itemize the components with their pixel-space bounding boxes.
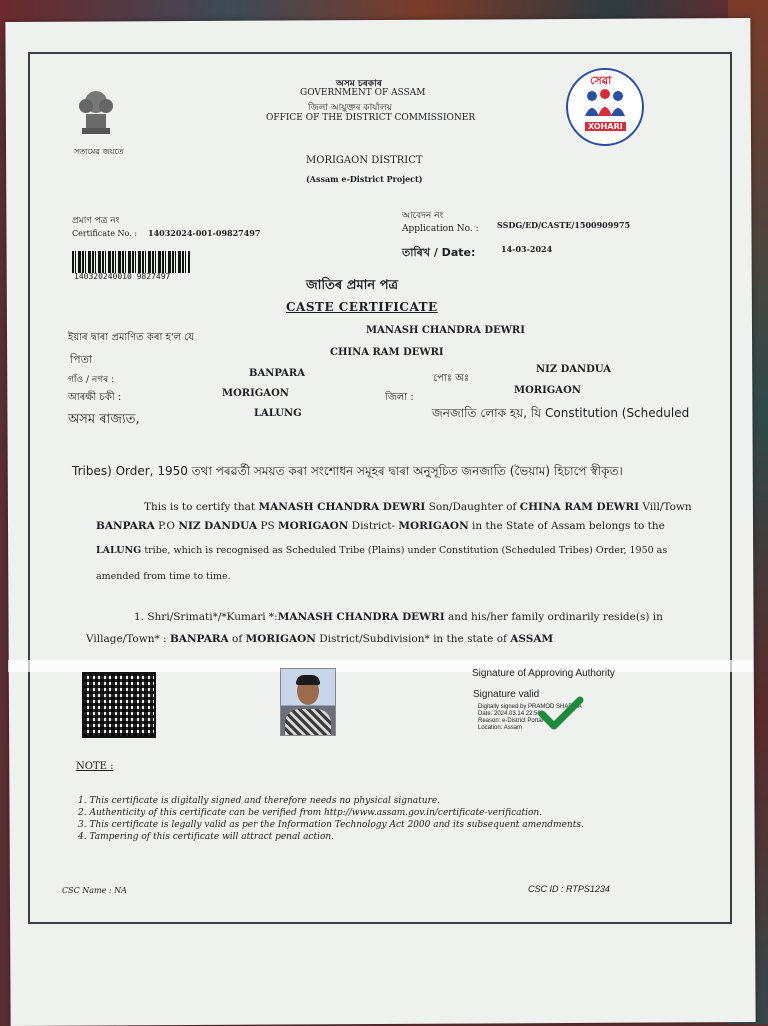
barcode (72, 251, 190, 273)
english-line-3 (96, 538, 667, 563)
tribe-value: LALUNG (254, 408, 302, 419)
govt-title-bn: অসম চৰকাৰ (336, 79, 382, 89)
emblem-caption: সত্যমেৱ জয়তে (74, 147, 124, 156)
district-inline: MORIGAON (398, 520, 469, 532)
sig-line: Digitally signed by PRAMOD SHARMA (478, 704, 582, 710)
district-inline: MORIGAON (245, 633, 316, 645)
xohari-logo (566, 68, 644, 146)
text: PS (257, 520, 279, 532)
signature-title: Signature of Approving Authority (472, 668, 615, 679)
ps-value: MORIGAON (222, 388, 289, 399)
note-item-1: 1. This certificate is digitally signed and therefore needs no physical signature. (78, 796, 441, 806)
logo-text: XOHARI (585, 122, 626, 131)
tribe-inline: LALUNG (96, 545, 142, 556)
qr-code (82, 672, 156, 738)
sig-line: Reason: e-District Portal (478, 718, 544, 724)
holder-name-inline: MANASH CHANDRA DEWRI (258, 501, 426, 513)
cert-no-value: 14032024-001-09827497 (148, 228, 261, 238)
english-line-4: amended from time to time. (96, 571, 231, 582)
english-line-2 (96, 514, 665, 539)
certificate-title: CASTE CERTIFICATE (286, 300, 438, 314)
text: of (228, 633, 246, 645)
note-item-2: 2. Authenticity of this certificate can be verified from http://www.assam.gov.in/certificate-verification. (78, 808, 543, 818)
holder-name: MANASH CHANDRA DEWRI (366, 325, 525, 336)
csc-name: CSC Name : NA (62, 886, 127, 895)
text: Son/Daughter of (425, 501, 520, 513)
dist-value: MORIGAON (514, 385, 581, 396)
village-inline: BANPARA (96, 520, 155, 532)
note-item-4: 4. Tampering of this certificate will attract penal action. (78, 832, 335, 842)
father-label-bn: পিতা (70, 353, 93, 366)
village-inline: BANPARA (169, 633, 229, 645)
photo-body (285, 709, 331, 736)
cert-no-label-bn: প্ৰমাণ পত্ৰ নং (72, 216, 120, 226)
checkmark-icon (538, 696, 584, 732)
po-inline: NIZ DANDUA (178, 520, 258, 532)
text: 1. Shri/Srimati*/*Kumari *: (134, 611, 278, 623)
certify-text-bn: ইয়াৰ দ্বাৰা প্ৰমাণিত কৰা হ'ল যে (68, 332, 195, 343)
app-no-label: Application No. : (402, 224, 479, 234)
father-name: CHINA RAM DEWRI (330, 347, 444, 358)
order-line: Tribes) Order, 1950 তথা পৰৱৰ্তী সময়ত কৰা সংশোধন সমূহৰ দ্বাৰা অনুসূচিত জনজাতি (ভৈয়াম) হিচাপে স্বীকৃত। (72, 464, 623, 478)
state-text-bn: অসম ৰাজ্যত, (68, 412, 140, 427)
text: District- (348, 520, 399, 532)
ashoka-emblem-icon (72, 84, 120, 146)
po-value: NIZ DANDUA (536, 364, 612, 375)
csc-id: CSC ID : RTPS1234 (528, 884, 610, 894)
barcode-number: 140320240010 9827497 (74, 272, 171, 281)
certificate-title-bn: জাতিৰ প্ৰমান পত্ৰ (306, 278, 399, 293)
text: Village/Town* : (86, 633, 170, 645)
app-no-value: SSDG/ED/CASTE/1500909975 (497, 220, 631, 230)
state-inline: ASSAM (510, 633, 554, 645)
office-title-bn: জিলা আয়ুক্তৰ কাৰ্যালয় (308, 103, 392, 113)
glare-strip (8, 660, 753, 672)
date-label: তাৰিখ / Date: (402, 246, 476, 259)
recognised-text-bn: জনজাতি লোক হয়, যি Constitution (Scheduled (432, 406, 690, 420)
office-title: OFFICE OF THE DISTRICT COMMISSIONER (266, 113, 476, 123)
app-no-label-bn: আবেদন নং (402, 211, 444, 221)
residence-line-2 (86, 627, 553, 652)
village-label-bn: গাঁও / নগৰ : (68, 375, 115, 385)
ps-label-bn: আৰক্ষী চকী : (68, 392, 122, 403)
father-name-inline: CHINA RAM DEWRI (519, 501, 640, 513)
holder-photo (280, 668, 336, 736)
village-value: BANPARA (249, 368, 305, 379)
text: in the State of Assam belongs to the (468, 520, 665, 532)
text: District/Subdivision* in the state of (315, 633, 511, 645)
ps-inline: MORIGAON (278, 520, 349, 532)
note-heading: NOTE : (76, 761, 114, 772)
dist-label-bn: জিলা : (385, 392, 414, 403)
sig-line: Date: 2024.03.14 22:56 (478, 711, 541, 717)
text: tribe, which is recognised as Scheduled Tribe (Plains) under Constitution (Scheduled Tribes) Order, 1950 as (141, 545, 668, 556)
text: and his/her family ordinarily reside(s) in (444, 611, 663, 623)
sig-line: Location: Assam (478, 725, 523, 731)
text: Vill/Town (639, 501, 692, 513)
date-value: 14-03-2024 (501, 244, 553, 254)
text: P.O (154, 520, 179, 532)
text: This is to certify that (144, 501, 259, 513)
po-label-bn: পোঃ অঃ (433, 373, 470, 384)
holder-name-inline: MANASH CHANDRA DEWRI (277, 611, 445, 623)
photo-hair (296, 675, 320, 685)
note-item-3: 3. This certificate is legally valid as per the Information Technology Act 2000 and its subsequent amendments. (78, 820, 584, 830)
cert-no-label: Certificate No. : (72, 229, 137, 238)
district-title: MORIGAON DISTRICT (306, 155, 423, 166)
people-icon (582, 88, 628, 118)
project-title: (Assam e-District Project) (306, 174, 423, 184)
signature-valid: Signature valid (473, 689, 540, 700)
govt-title: GOVERNMENT OF ASSAM (300, 88, 426, 98)
logo-text-bn: সেৱা (590, 74, 612, 87)
